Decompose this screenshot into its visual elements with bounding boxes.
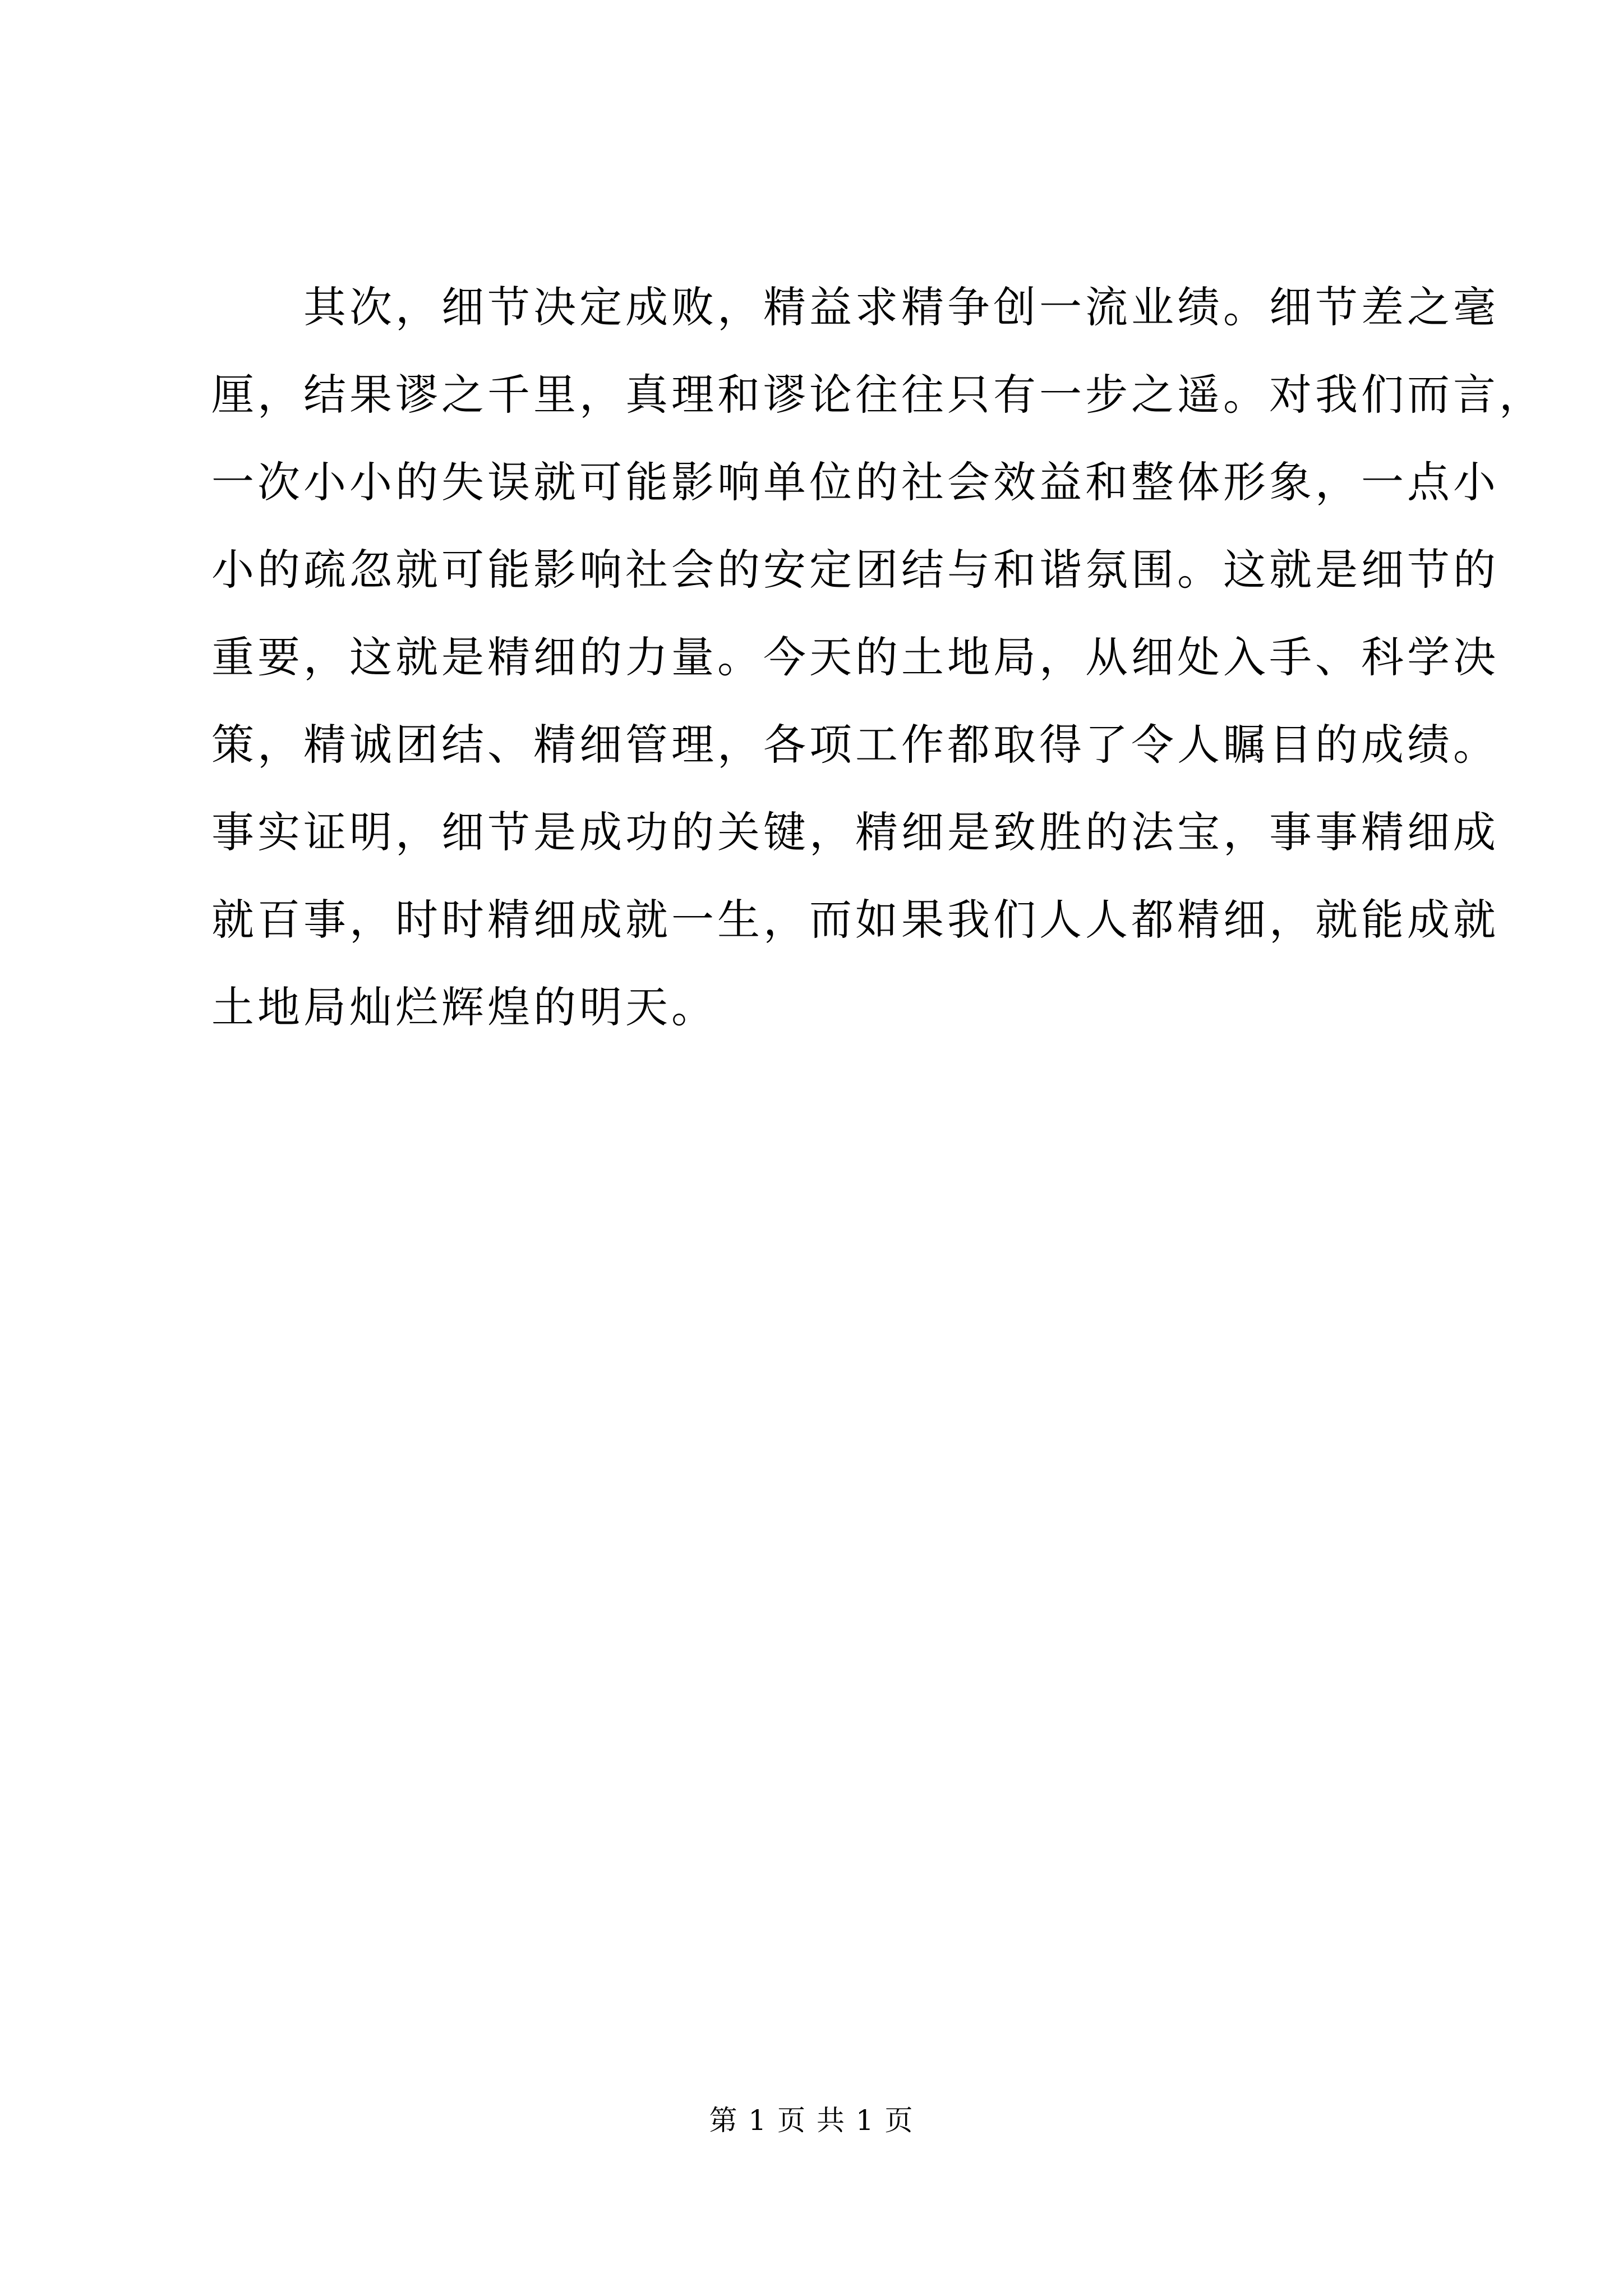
paragraph-line: 土地局灿烂辉煌的明天。 xyxy=(211,982,717,1032)
page-number: 第 1 页 共 1 页 xyxy=(709,2104,914,2137)
paragraph-line: 厘，结果谬之千里，真理和谬论往往只有一步之遥。对我们而言， xyxy=(211,370,1545,420)
paragraph-line: 重要，这就是精细的力量。今天的土地局，从细处入手、科学决 xyxy=(211,632,1499,682)
paragraph-line: 策，精诚团结、精细管理，各项工作都取得了令人瞩目的成绩。 xyxy=(211,720,1499,770)
page-footer xyxy=(0,2101,1623,2140)
paragraph-line: 事实证明，细节是成功的关键，精细是致胜的法宝，事事精细成 xyxy=(211,807,1499,857)
paragraph-line: 其次，细节决定成败，精益求精争创一流业绩。细节差之毫 xyxy=(211,282,1499,332)
body-paragraph xyxy=(211,264,1545,1051)
paragraph-line: 一次小小的失误就可能影响单位的社会效益和整体形象，一点小 xyxy=(211,457,1499,507)
paragraph-line: 就百事，时时精细成就一生，而如果我们人人都精细，就能成就 xyxy=(211,895,1499,945)
paragraph-line: 小的疏忽就可能影响社会的安定团结与和谐氛围。这就是细节的 xyxy=(211,545,1499,595)
